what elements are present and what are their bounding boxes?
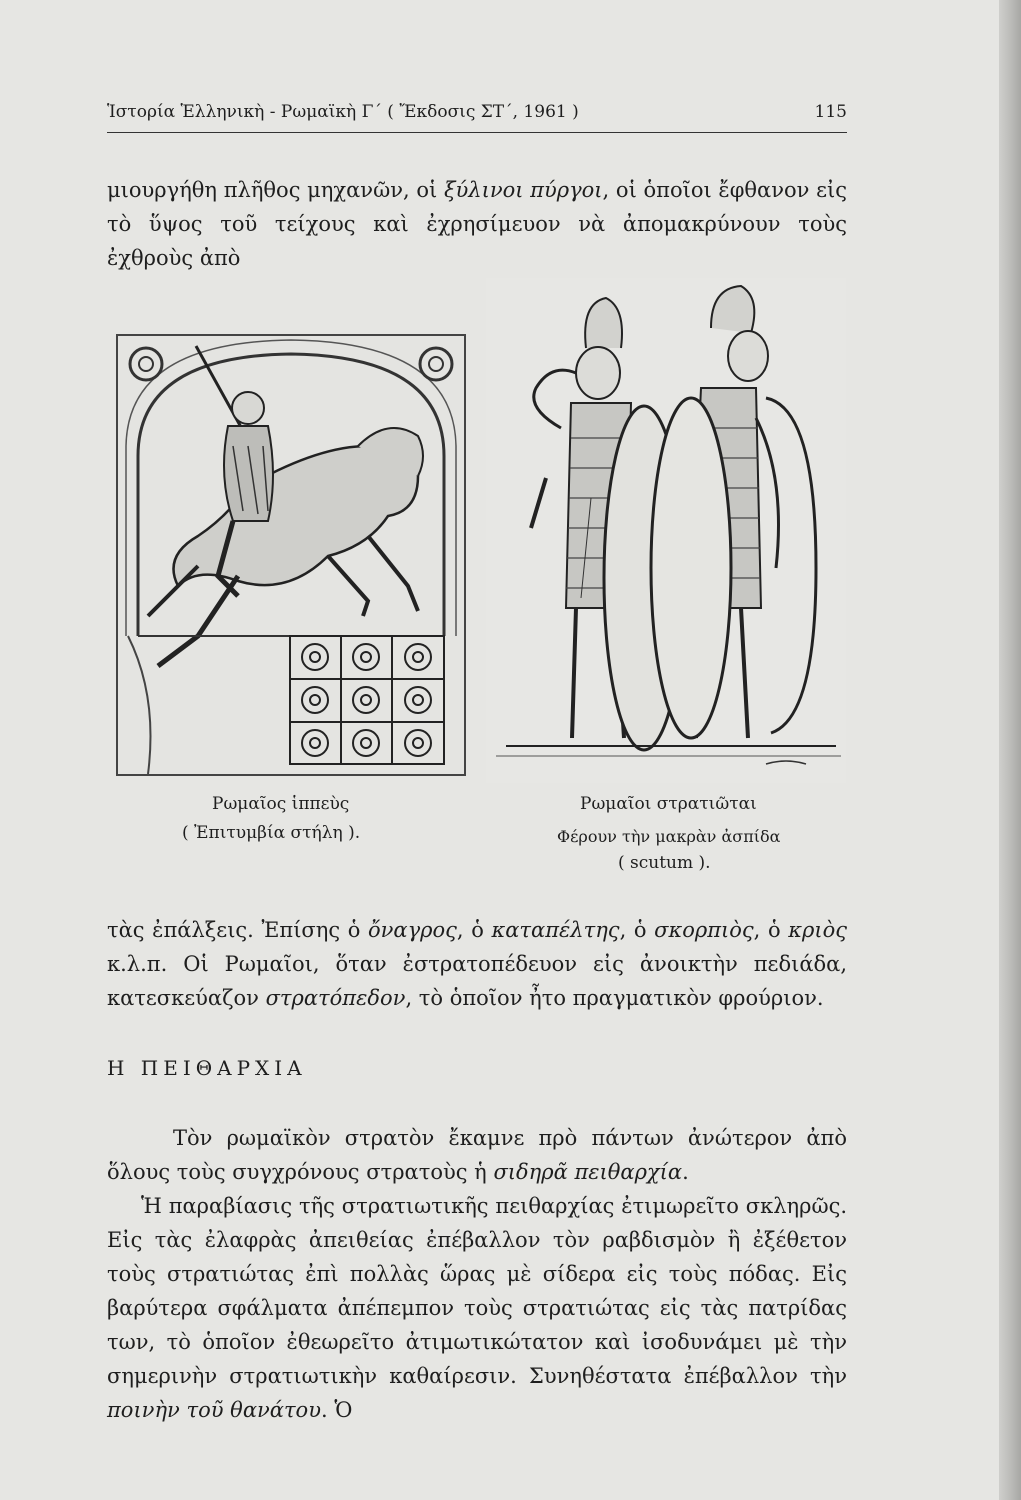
paragraph-discipline-intro [107, 1121, 847, 1189]
roman-soldiers-illustration [486, 278, 846, 783]
paragraph-text: μιουργήθη πλῆθος μηχανῶν, οἱ [107, 178, 444, 202]
italic-term: ποινὴν τοῦ θανάτου [107, 1398, 321, 1422]
running-title: Ἱστορία Ἑλληνικὴ - Ρωμαϊκὴ Γ΄ ( Ἔκδοσις ΣΤ΄, 1961 ) [107, 102, 579, 122]
paragraph-text: . [682, 1160, 689, 1184]
page-number: 115 [814, 102, 847, 122]
paragraph-text: . Ὁ [320, 1398, 353, 1422]
horseman-engraving [118, 336, 464, 774]
italic-term: ὄναγρος [368, 918, 457, 942]
section-heading: Η ΠΕΙΘΑΡΧΙΑ [107, 1056, 307, 1080]
running-header [107, 98, 847, 133]
paragraph-discipline-punishments [107, 1189, 847, 1427]
paragraph-text: κ.λ.π. Οἱ Ρωμαῖοι, ὅταν ἐστρατοπέδευον εἰς ἀνοικτὴν πεδιάδα, κατεσκεύαζον [107, 952, 847, 1010]
italic-term: κριὸς [788, 918, 847, 942]
paragraph-text: , ὁ [753, 918, 789, 942]
italic-term: καταπέλτης [491, 918, 620, 942]
caption-soldiers-note: ( scutum ). [618, 853, 711, 873]
paragraph-text: , οἱ ὁποῖοι ἔφθανον εἰς τὸ ὕψος τοῦ τείχους καὶ ἐχρησίμευον νὰ ἀπομακρύνουν τοὺς ἐχθροὺς ἀπὸ [107, 178, 847, 270]
italic-term: στρατόπεδον [265, 986, 406, 1010]
paragraph-siege-machines [107, 173, 847, 275]
paragraph-text: , τὸ ὁποῖον ἦτο πραγματικὸν φρούριον. [405, 986, 824, 1010]
paragraph-text: τὰς ἐπάλξεις. Ἐπίσης ὁ [107, 918, 368, 942]
soldiers-engraving [486, 278, 846, 783]
paragraph-text: Τὸν ρωμαϊκὸν στρατὸν ἔκαμνε πρὸ πάντων ἀνώτερον ἀπὸ ὅλους τοὺς συγχρόνους στρατοὺς ἡ [107, 1126, 847, 1184]
paragraph-text: , ὁ [619, 918, 655, 942]
caption-horseman-title: Ρωμαῖος ἱππεὺς [212, 794, 350, 814]
book-spine-edge [999, 0, 1021, 1500]
italic-term: σιδηρᾶ πειθαρχία [493, 1160, 683, 1184]
italic-term: ξύλινοι πύργοι [443, 178, 603, 202]
roman-horseman-illustration [116, 334, 466, 776]
caption-horseman-subtitle: ( Ἐπιτυμβία στήλη ). [182, 823, 361, 843]
caption-soldiers-title: Ρωμαῖοι στρατιῶται [580, 794, 757, 814]
paragraph-war-machines [107, 913, 847, 1015]
paragraph-text: Ἡ παραβίασις τῆς στρατιωτικῆς πειθαρχίας ἐτιμωρεῖτο σκληρῶς. Εἰς τὰς ἐλαφρὰς ἀπειθείας ἐπέβαλλον τὸν ραβδισμὸν ἢ ἐξέθετον τοὺς στρατιώτας ἐπὶ πολλὰς ὥρας μὲ σίδερα εἰς τοὺς πόδας. Εἰς βαρύτερα σφάλματα ἀπέπεμπον τοὺς στρατιώτας εἰς τὰς πατρίδας των, τὸ ὁποῖον ἐθεωρεῖτο ἀτιμωτικώτατον καὶ ἰσοδυνάμει μὲ τὴν σημερινὴν στρατιωτικὴν καθαίρεσιν. Συνηθέστατα ἐπέβαλλον τὴν [107, 1194, 847, 1388]
italic-term: σκορπιὸς [654, 918, 754, 942]
caption-soldiers-subtitle: Φέρουν τὴν μακρὰν ἀσπίδα [557, 827, 781, 846]
paragraph-text: , ὁ [456, 918, 492, 942]
